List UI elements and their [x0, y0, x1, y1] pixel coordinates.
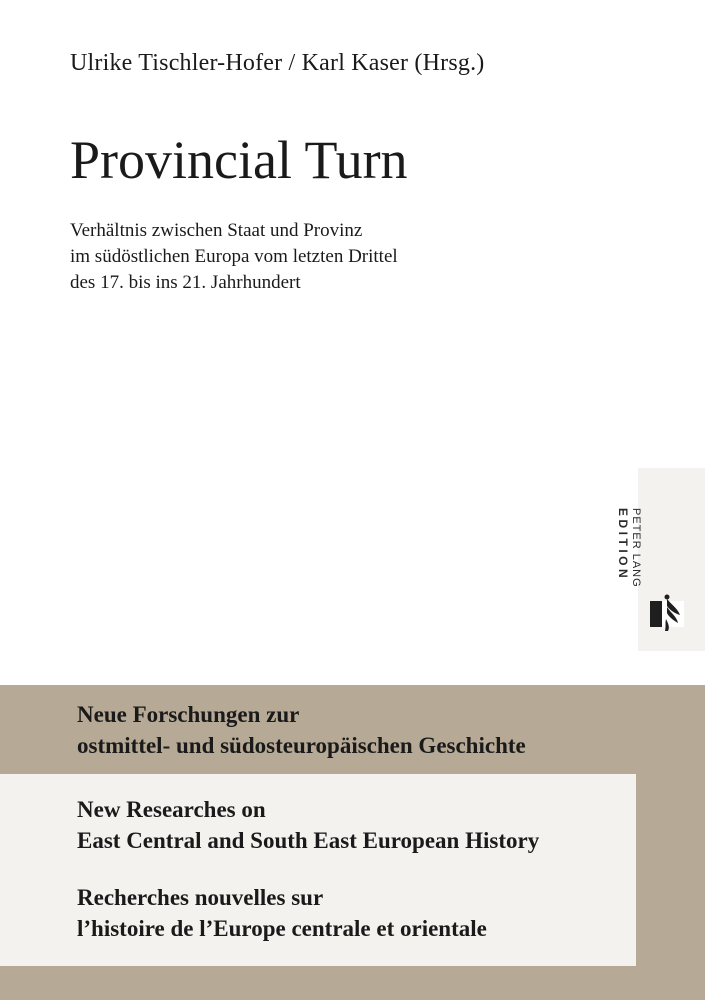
series-line: New Researches on — [77, 797, 266, 822]
publisher-logo-text — [616, 508, 642, 588]
subtitle-line: im südöstlichen Europa vom letzten Drittel — [70, 246, 398, 267]
publisher-edition: EDITION — [616, 508, 630, 582]
subtitle-line: des 17. bis ins 21. Jahrhundert — [70, 272, 301, 293]
authors: Ulrike Tischler-Hofer / Karl Kaser (Hrsg.) — [70, 50, 485, 76]
series-line: East Central and South East European History — [77, 828, 540, 853]
series-line: l’histoire de l’Europe centrale et orientale — [77, 916, 487, 941]
book-title: Provincial Turn — [70, 130, 408, 190]
publisher-name: PETER LANG — [630, 508, 642, 588]
series-line: ostmittel- und südosteuropäischen Geschichte — [77, 733, 526, 758]
series-line: Recherches nouvelles sur — [77, 885, 324, 910]
series-title-french — [77, 882, 487, 944]
peter-lang-emblem-icon — [650, 593, 684, 635]
series-line: Neue Forschungen zur — [77, 702, 300, 727]
publisher-logo — [616, 468, 705, 651]
book-subtitle — [70, 218, 398, 296]
series-title-german — [77, 699, 526, 761]
series-title-english — [77, 794, 539, 856]
subtitle-line: Verhältnis zwischen Staat und Provinz — [70, 220, 363, 241]
